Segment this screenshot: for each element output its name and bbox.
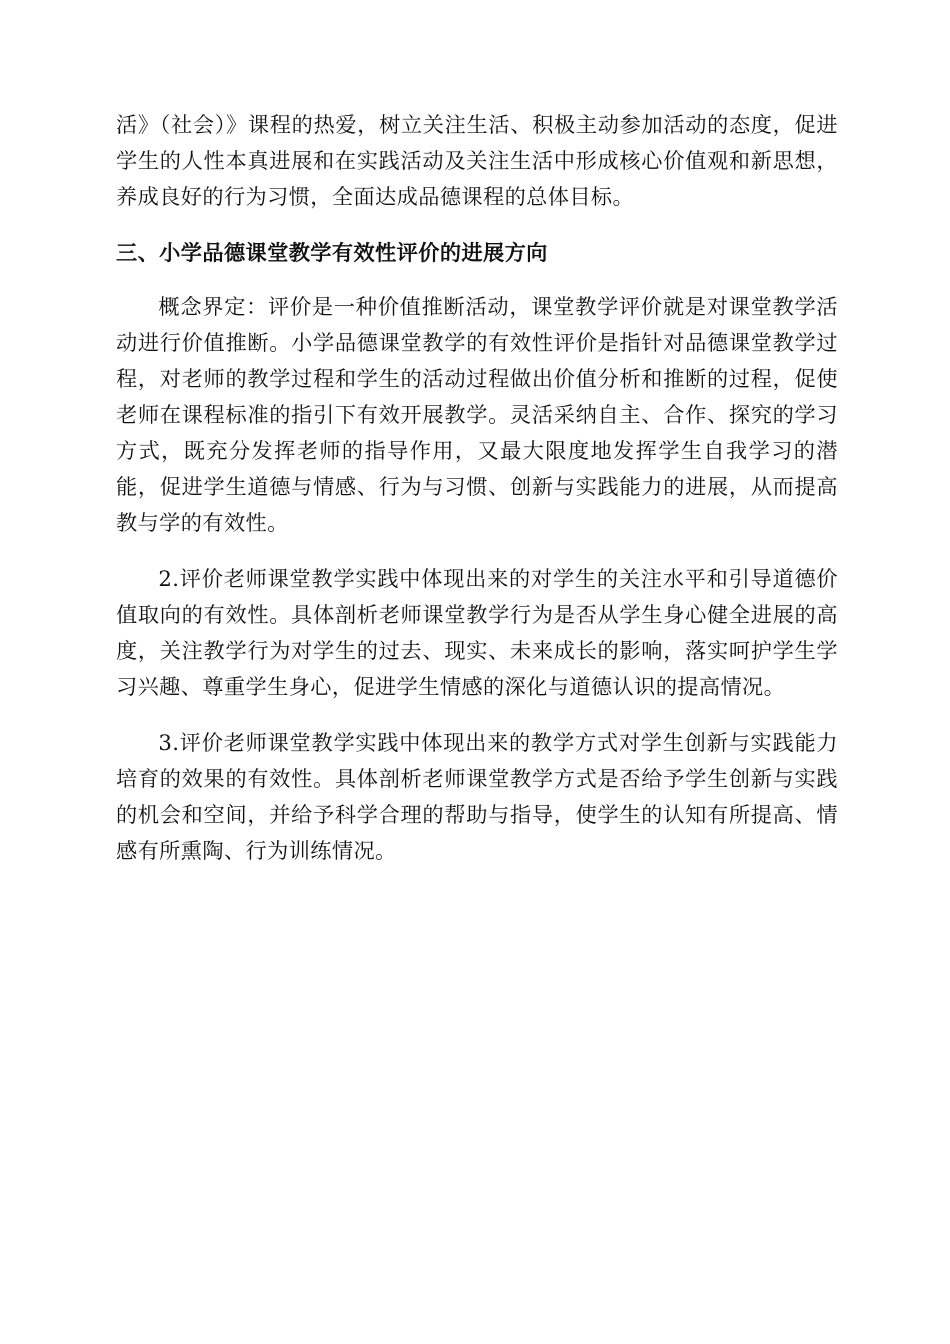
paragraph-continuation: 活》（社会）》课程的热爱，树立关注生活、积极主动参加活动的态度，促进学生的人性本真进展和在实践活动及关注生活中形成核心价值观和新思想，养成良好的行为习惯，全面达成品德课程的总体目标。 [116, 112, 838, 209]
paragraph-item-2: 2.评价老师课堂教学实践中体现出来的对学生的关注水平和引导道德价值取向的有效性。具体剖析老师课堂教学行为是否从学生身心健全进展的高度，关注教学行为对学生的过去、现实、未来成长的影响，落实呵护学生学习兴趣、尊重学生身心，促进学生情感的深化与道德认识的提高情况。 [116, 566, 838, 699]
paragraph-item-3: 3.评价老师课堂教学实践中体现出来的教学方式对学生创新与实践能力培育的效果的有效性。具体剖析老师课堂教学方式是否给予学生创新与实践的机会和空间，并给予科学合理的帮助与指导，使学生的认知有所提高、情感有所熏陶、行为训练情况。 [116, 730, 838, 863]
paragraph-concept-definition: 概念界定：评价是一种价值推断活动，课堂教学评价就是对课堂教学活动进行价值推断。小学品德课堂教学的有效性评价是指针对品德课堂教学过程，对老师的教学过程和学生的活动过程做出价值分析和推断的过程，促使老师在课程标准的指引下有效开展教学。灵活采纳自主、合作、探究的学习方式，既充分发挥老师的指导作用，又最大限度地发挥学生自我学习的潜能，促进学生道德与情感、行为与习惯、创新与实践能力的进展，从而提高教与学的有效性。 [116, 294, 838, 535]
section-heading: 三、小学品德课堂教学有效性评价的进展方向 [116, 240, 548, 265]
document-body [116, 107, 838, 869]
